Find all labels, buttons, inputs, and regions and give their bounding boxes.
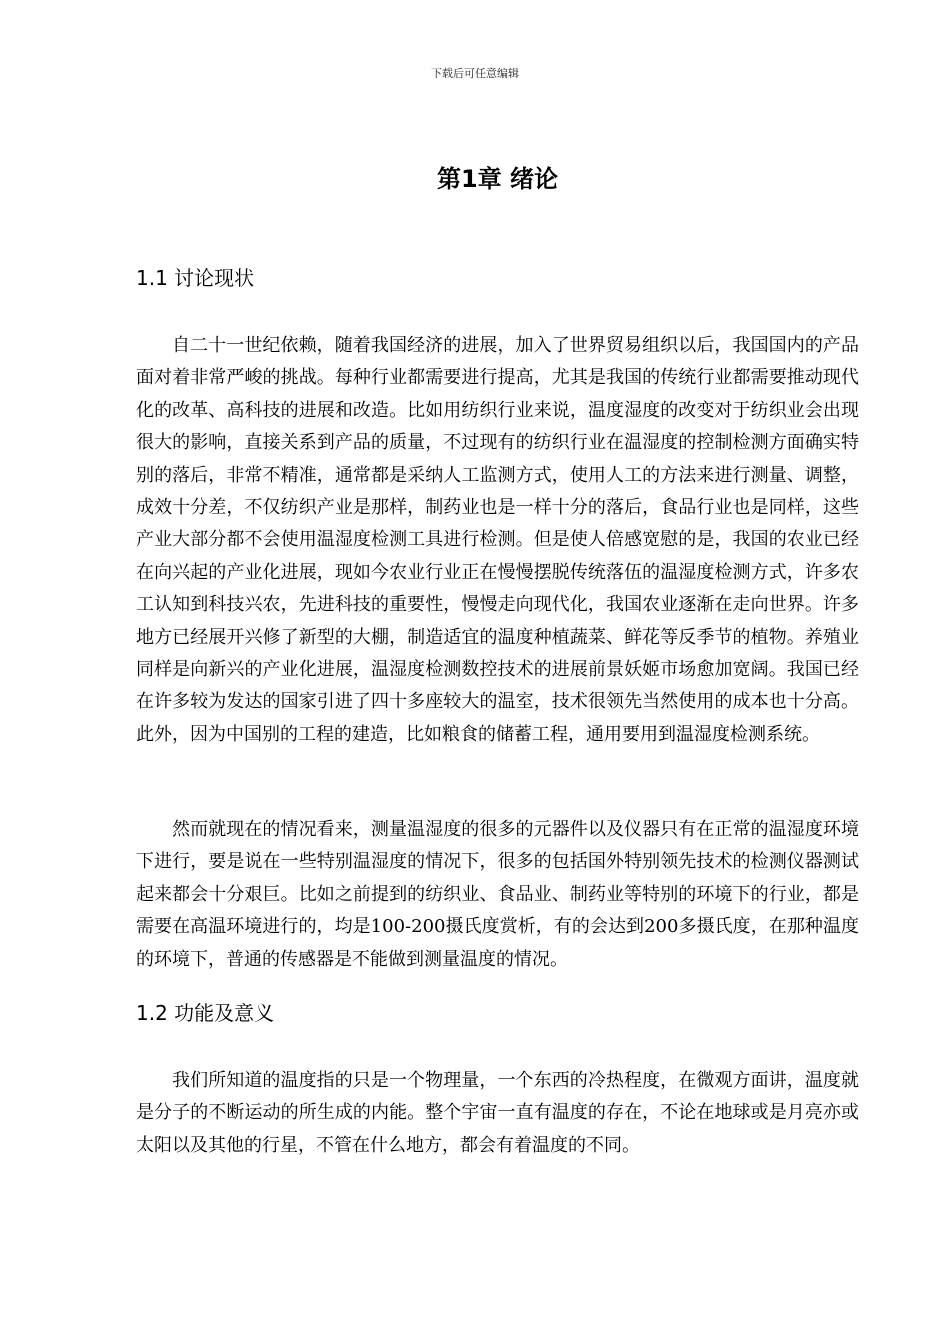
page-header-note: 下载后可任意编辑 xyxy=(431,67,519,80)
section-heading-1-2: 1.2 功能及意义 xyxy=(136,1001,275,1025)
paragraph-research-status-2: 然而就现在的情况看来，测量温湿度的很多的元器件以及仪器只有在正常的温湿度环境下进行，要是说在一些特别温湿度的情况下，很多的包括国外特别领先技术的检测仪器测试起来都会十分艰巨。比如之前提到的纺织业、食品业、制药业等特别的环境下的行业，都是需要在高温环境进行的，均是100-200摄氏度赏析，有的会达到200多摄氏度，在那种温度的环境下，普通的传感器是不能做到测量温度的情况。 xyxy=(136,819,859,970)
paragraph-function-significance: 我们所知道的温度指的只是一个物理量，一个东西的冷热程度，在微观方面讲，温度就是分子的不断运动的所生成的内能。整个宇宙一直有温度的存在，不论在地球或是月亮亦或太阳以及其他的行星，不管在什么地方，都会有着温度的不同。 xyxy=(136,1070,859,1156)
chapter-title: 第1章 绪论 xyxy=(436,165,559,193)
section-heading-1-1: 1.1 讨论现状 xyxy=(136,266,255,290)
paragraph-research-status-1: 自二十一世纪依赖，随着我国经济的进展，加入了世界贸易组织以后，我国国内的产品面对着非常严峻的挑战。每种行业都需要进行提高，尤其是我国的传统行业都需要推动现代化的改革、高科技的进展和改造。比如用纺织行业来说，温度湿度的改变对于纺织业会出现很大的影响，直接关系到产品的质量，不过现有的纺织行业在温湿度的控制检测方面确实特别的落后，非常不精准，通常都是采纳人工监测方式，使用人工的方法来进行测量、调整，成效十分差，不仅纺织产业是那样，制药业也是一样十分的落后，食品行业也是同样，这些产业大部分都不会使用温湿度检测工具进行检测。但是使人倍感宽慰的是，我国的农业已经在向兴起的产业化进展，现如今农业行业正在慢慢摆脱传统落伍的温湿度检测方式，许多农工认知到科技兴农，先进科技的重要性，慢慢走向现代化，我国农业逐渐在走向世界。许多地方已经展开兴修了新型的大棚，制造适宜的温度种植蔬菜、鲜花等反季节的植物。养殖业同样是向新兴的产业化进展，温湿度检测数控技术的进展前景妖姬市场愈加宽阔。我国已经在许多较为发达的国家引进了四十多座较大的温室，技术很领先当然使用的成本也十分高。此外，因为中国别的工程的建造，比如粮食的储蓄工程，通用要用到温湿度检测系统。 xyxy=(136,335,859,745)
